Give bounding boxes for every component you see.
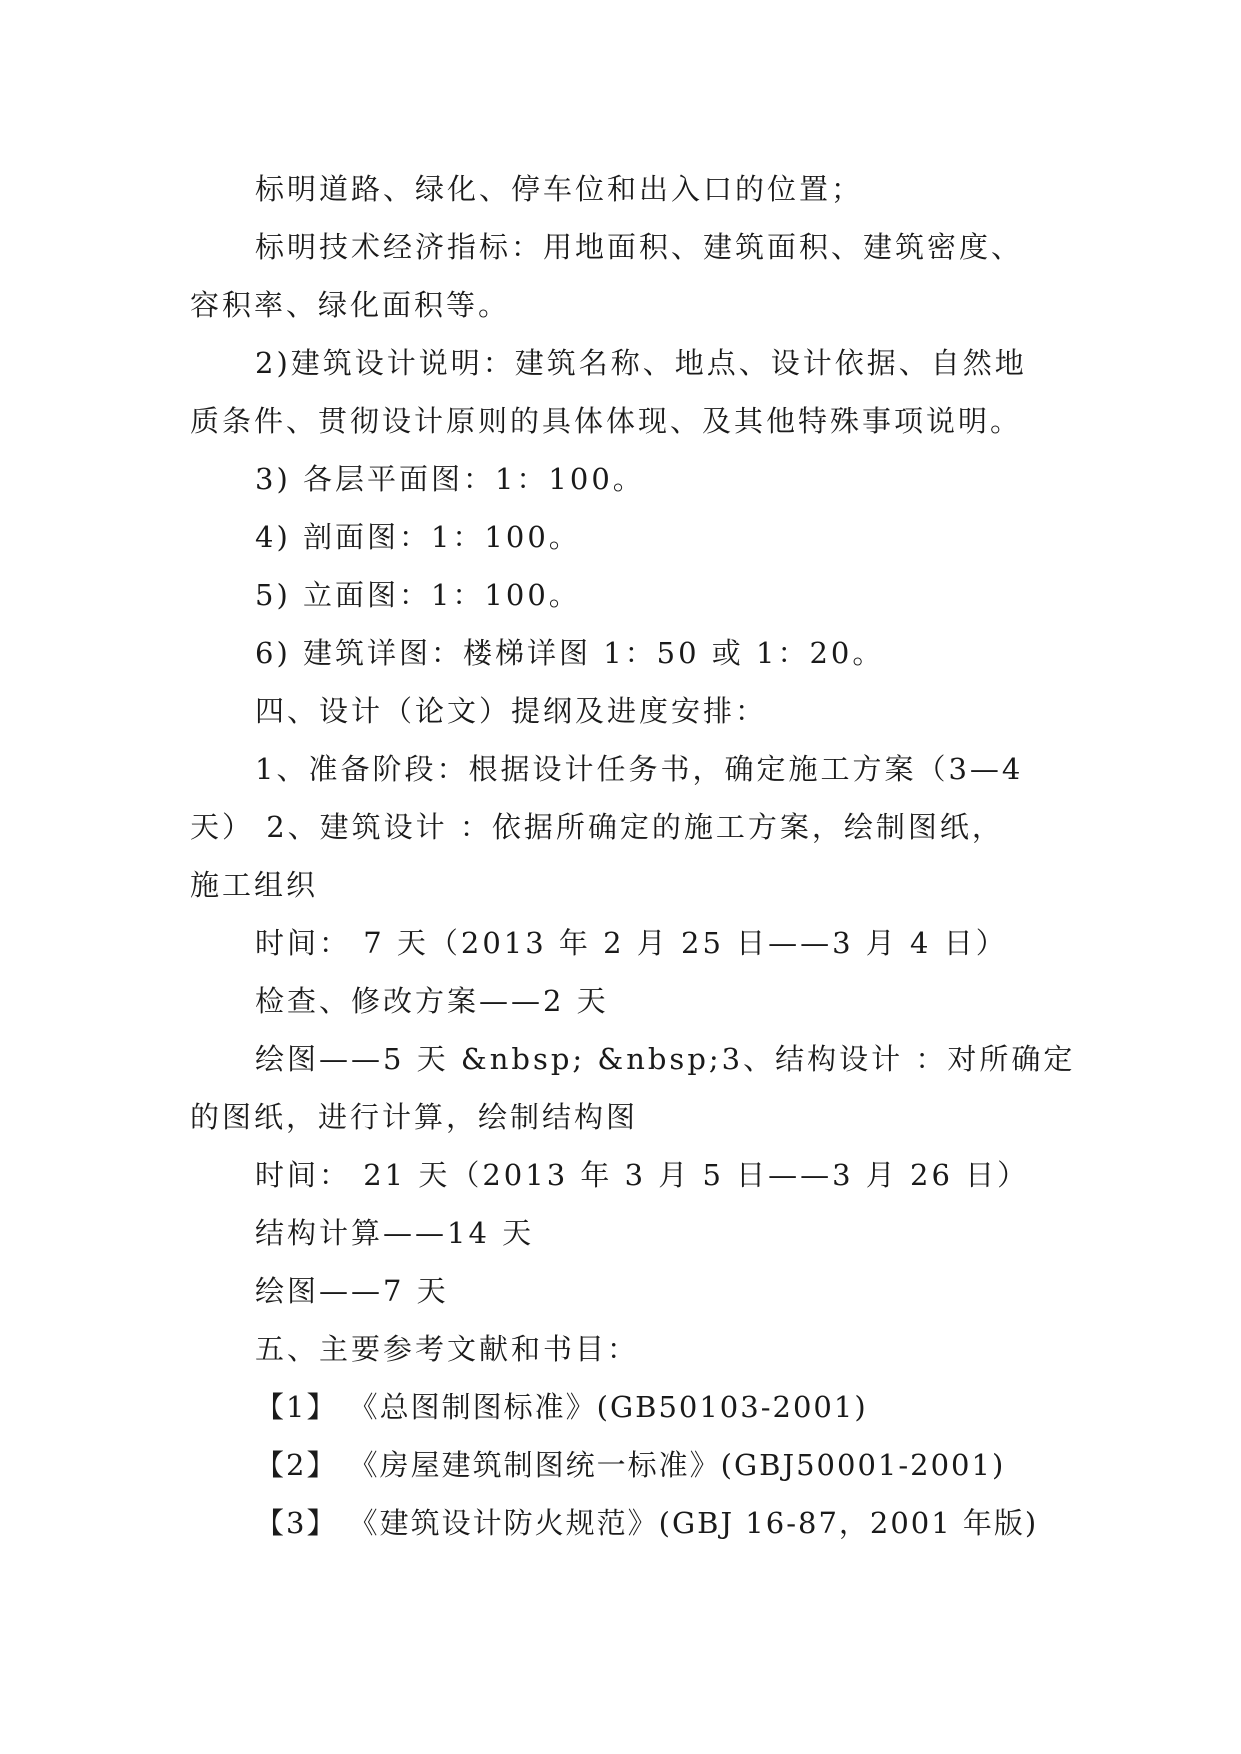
paragraph-line: 容积率、绿化面积等。: [190, 288, 511, 322]
reference-item: 【1】 《总图制图标准》(GB50103-2001): [255, 1390, 868, 1424]
schedule-line: 绘图——7 天: [255, 1274, 449, 1308]
paragraph-line: 标明道路、绿化、停车位和出入口的位置；: [255, 172, 864, 206]
document-body: [190, 160, 1076, 1552]
schedule-line: 检查、修改方案——2 天: [255, 984, 609, 1018]
list-item: 3) 各层平面图：1：100。: [255, 462, 645, 496]
paragraph-line: 施工组织: [190, 868, 319, 902]
list-item: 5) 立面图：1：100。: [255, 578, 581, 612]
schedule-line: 绘图——5 天 &nbsp; &nbsp;3、结构设计 ：对所确定: [255, 1042, 1076, 1076]
reference-item: 【2】 《房屋建筑制图统一标准》(GBJ50001-2001): [255, 1448, 1006, 1482]
schedule-line: 时间： 21 天（2013 年 3 月 5 日——3 月 26 日）: [255, 1158, 1030, 1192]
reference-item: 【3】 《建筑设计防火规范》(GBJ 16-87，2001 年版): [255, 1506, 1039, 1540]
paragraph-line: 2)建筑设计说明：建筑名称、地点、设计依据、自然地: [255, 346, 1027, 380]
section-heading: 四、设计（论文）提纲及进度安排：: [255, 694, 768, 728]
list-item: 6) 建筑详图：楼梯详图 1：50 或 1：20。: [255, 636, 885, 670]
paragraph-line: 天） 2、建筑设计 ：依据所确定的施工方案，绘制图纸，: [190, 810, 1004, 844]
schedule-line: 结构计算——14 天: [255, 1216, 535, 1250]
list-item: 4) 剖面图：1：100。: [255, 520, 581, 554]
paragraph-line: 的图纸，进行计算，绘制结构图: [190, 1100, 639, 1134]
section-heading: 五、主要参考文献和书目：: [255, 1332, 640, 1366]
paragraph-line: 质条件、贯彻设计原则的具体体现、及其他特殊事项说明。: [190, 404, 1023, 438]
paragraph-line: 1、准备阶段：根据设计任务书，确定施工方案（3—4: [255, 752, 1024, 786]
paragraph-line: 标明技术经济指标：用地面积、建筑面积、建筑密度、: [255, 230, 1024, 264]
schedule-line: 时间： 7 天（2013 年 2 月 25 日——3 月 4 日）: [255, 926, 1008, 960]
